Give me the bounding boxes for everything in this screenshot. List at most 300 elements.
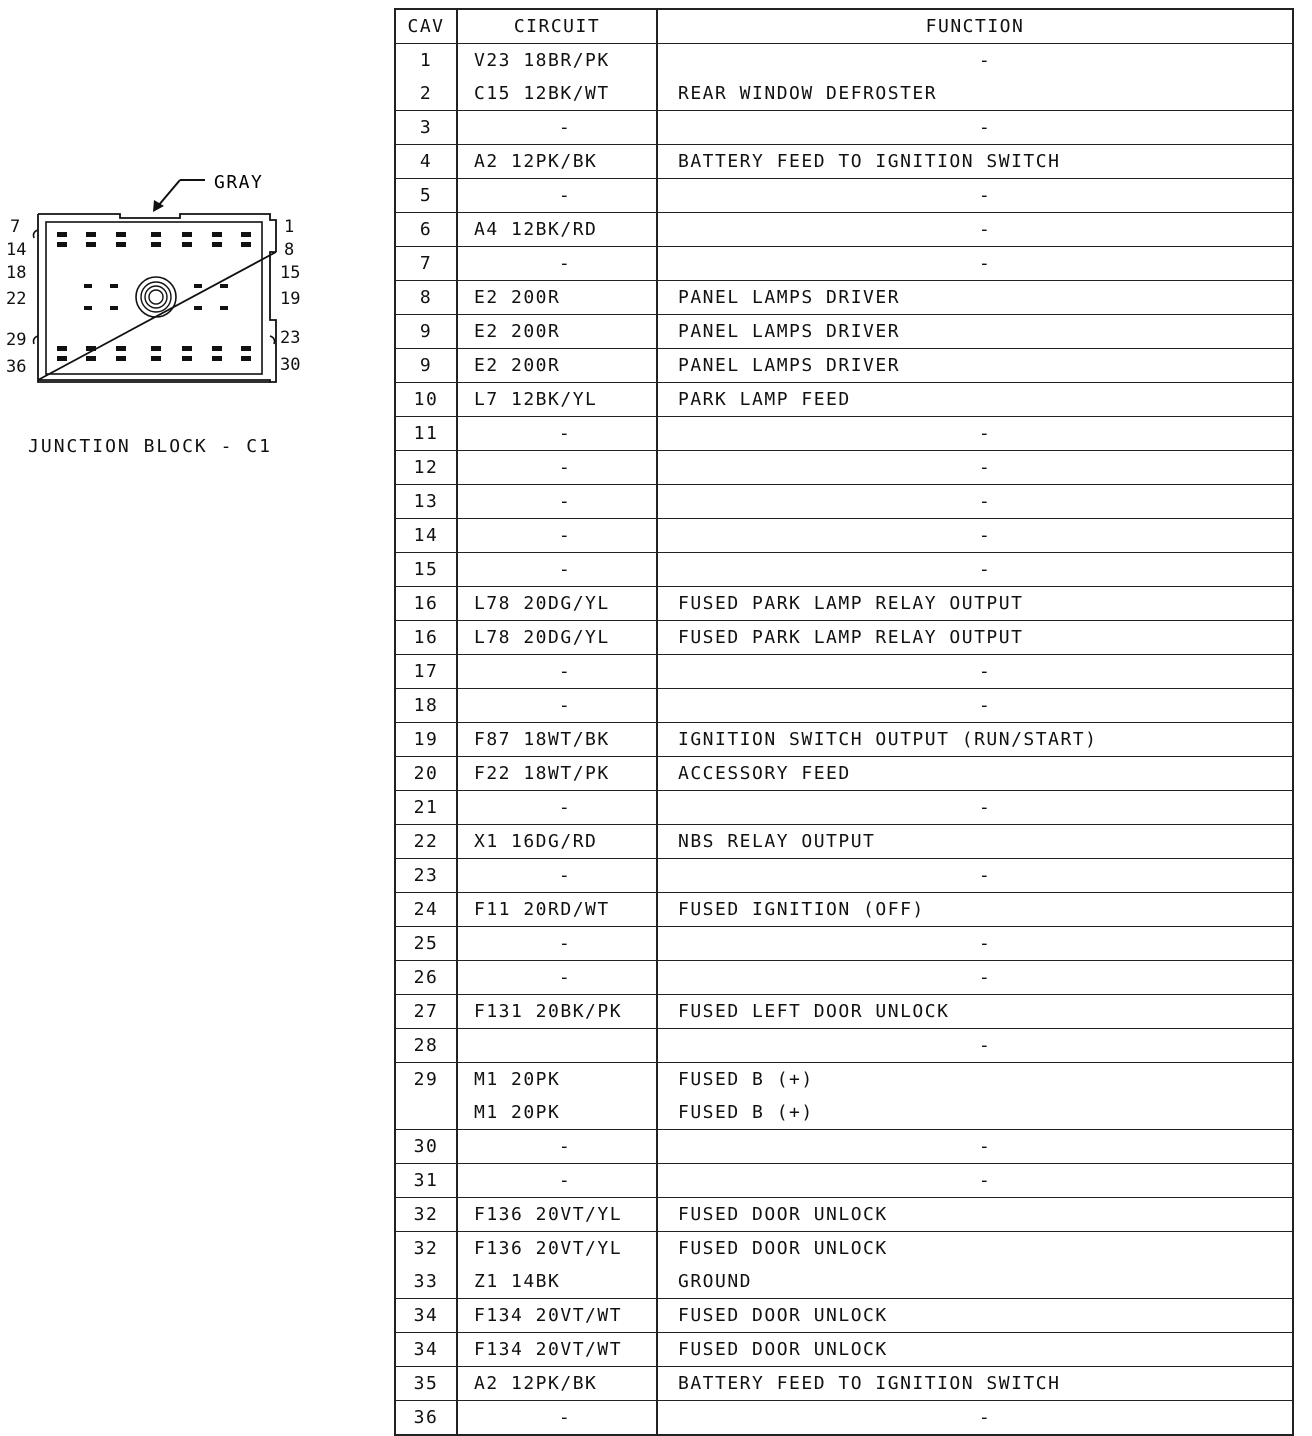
cell-function [657, 655, 1293, 689]
cell-function-text: - [978, 1170, 992, 1191]
cell-cav [395, 1265, 457, 1299]
cell-circuit-text: - [558, 559, 572, 580]
connector-color-label: GRAY [214, 172, 264, 193]
cell-function-text: PANEL LAMPS DRIVER [678, 355, 901, 376]
cell-circuit-text: F136 20VT/YL [474, 1204, 623, 1225]
cell-function-text: - [978, 219, 992, 240]
pin-label-23: 23 [280, 328, 301, 348]
table-body [395, 44, 1293, 1436]
cell-circuit-text: F11 20RD/WT [474, 899, 610, 920]
cell-function-text: FUSED PARK LAMP RELAY OUTPUT [678, 627, 1024, 648]
cell-circuit [457, 315, 657, 349]
table-row [395, 587, 1293, 621]
cell-cav [395, 44, 457, 78]
cell-cav-text: 5 [419, 185, 433, 206]
cell-function [657, 349, 1293, 383]
cell-cav [395, 519, 457, 553]
cell-circuit-text: - [558, 865, 572, 886]
cell-function-text: - [978, 967, 992, 988]
cell-function [657, 281, 1293, 315]
cell-function [657, 417, 1293, 451]
cell-circuit-text: F87 18WT/BK [474, 729, 610, 750]
cell-cav-text: 7 [419, 253, 433, 274]
cell-cav [395, 1130, 457, 1164]
table-row [395, 621, 1293, 655]
cell-circuit [457, 791, 657, 825]
cell-cav [395, 213, 457, 247]
cell-function-text: - [978, 50, 992, 71]
cell-cav [395, 485, 457, 519]
cell-cav-text: 4 [419, 151, 433, 172]
cell-circuit-text: E2 200R [474, 287, 561, 308]
cell-function-text: - [978, 865, 992, 886]
cell-function [657, 1130, 1293, 1164]
cell-circuit [457, 723, 657, 757]
cell-cav [395, 1096, 457, 1130]
cell-circuit [457, 587, 657, 621]
cell-function-text: - [978, 1407, 992, 1428]
cell-circuit [457, 655, 657, 689]
cell-function [657, 213, 1293, 247]
cell-cav [395, 315, 457, 349]
cell-cav [395, 1401, 457, 1436]
cell-function [657, 621, 1293, 655]
pin-label-18: 18 [6, 263, 27, 283]
cell-function [657, 44, 1293, 78]
cell-cav [395, 451, 457, 485]
cell-circuit [457, 1265, 657, 1299]
cell-cav [395, 1232, 457, 1266]
table-row [395, 961, 1293, 995]
cell-function-text: FUSED PARK LAMP RELAY OUTPUT [678, 593, 1024, 614]
cell-circuit-text: - [558, 423, 572, 444]
cell-cav-text: 16 [413, 593, 439, 614]
cell-function-text: NBS RELAY OUTPUT [678, 831, 876, 852]
cell-circuit-text: Z1 14BK [474, 1271, 561, 1292]
cell-circuit [457, 44, 657, 78]
cell-cav-text: 28 [413, 1035, 439, 1056]
cell-function [657, 1198, 1293, 1232]
table-row [395, 383, 1293, 417]
pin-label-36: 36 [6, 357, 27, 377]
cell-cav-text: 9 [419, 355, 433, 376]
cell-circuit-text: - [558, 525, 572, 546]
cell-circuit [457, 485, 657, 519]
cell-cav [395, 1333, 457, 1367]
cell-circuit-text: E2 200R [474, 321, 561, 342]
cell-function-text: FUSED B (+) [678, 1069, 814, 1090]
cell-function [657, 1265, 1293, 1299]
table-row [395, 417, 1293, 451]
cell-function-text: - [978, 525, 992, 546]
cell-function [657, 1029, 1293, 1063]
cell-circuit-text: F131 20BK/PK [474, 1001, 623, 1022]
pin-label-8: 8 [284, 240, 295, 260]
table-row [395, 77, 1293, 111]
connector-caption: JUNCTION BLOCK - C1 [28, 436, 272, 457]
cell-cav [395, 111, 457, 145]
cell-function [657, 179, 1293, 213]
cell-function [657, 111, 1293, 145]
cell-function [657, 451, 1293, 485]
cell-cav [395, 961, 457, 995]
cell-function-text: FUSED LEFT DOOR UNLOCK [678, 1001, 950, 1022]
table-row [395, 655, 1293, 689]
cell-cav-text: 2 [419, 83, 433, 104]
cell-function [657, 1096, 1293, 1130]
cell-cav-text: 16 [413, 627, 439, 648]
cell-cav-text: 26 [413, 967, 439, 988]
cell-cav-text: 19 [413, 729, 439, 750]
cell-circuit-text: L7 12BK/YL [474, 389, 598, 410]
cell-cav [395, 723, 457, 757]
cell-cav-text: 10 [413, 389, 439, 410]
cell-function [657, 927, 1293, 961]
cell-function [657, 689, 1293, 723]
table-row [395, 111, 1293, 145]
cell-cav [395, 791, 457, 825]
table-row [395, 179, 1293, 213]
cell-function-text: REAR WINDOW DEFROSTER [678, 83, 938, 104]
cell-function-text: FUSED DOOR UNLOCK [678, 1238, 888, 1259]
cell-cav-text: 33 [413, 1271, 439, 1292]
cell-function-text: PANEL LAMPS DRIVER [678, 321, 901, 342]
cell-circuit [457, 825, 657, 859]
table-row [395, 1198, 1293, 1232]
table-row [395, 1063, 1293, 1097]
cell-function [657, 1367, 1293, 1401]
cell-circuit [457, 927, 657, 961]
cell-function-text: - [978, 1035, 992, 1056]
cell-function-text: - [978, 559, 992, 580]
cell-cav [395, 995, 457, 1029]
table-row [395, 281, 1293, 315]
cell-cav [395, 621, 457, 655]
cell-cav [395, 383, 457, 417]
cell-cav-text: 21 [413, 797, 439, 818]
cell-cav [395, 417, 457, 451]
pin-number-labels [6, 217, 300, 377]
cell-cav [395, 893, 457, 927]
cell-cav [395, 1164, 457, 1198]
cell-circuit [457, 213, 657, 247]
cell-cav [395, 825, 457, 859]
cell-function [657, 247, 1293, 281]
connector-pinout-table [394, 8, 1294, 1436]
table-row [395, 451, 1293, 485]
table-row [395, 723, 1293, 757]
table-header-row [395, 9, 1293, 44]
table-row [395, 757, 1293, 791]
cell-circuit [457, 519, 657, 553]
cell-function [657, 723, 1293, 757]
table-row [395, 1096, 1293, 1130]
table-row [395, 247, 1293, 281]
cell-circuit-text: A4 12BK/RD [474, 219, 598, 240]
cell-function [657, 1063, 1293, 1097]
cell-function [657, 961, 1293, 995]
table-row [395, 44, 1293, 78]
cell-circuit-text: F134 20VT/WT [474, 1339, 623, 1360]
table-row [395, 893, 1293, 927]
table-row [395, 145, 1293, 179]
cell-circuit-text: - [558, 457, 572, 478]
cell-function [657, 1401, 1293, 1436]
center-bolt-icon [136, 277, 176, 317]
cell-function [657, 77, 1293, 111]
middle-pin-row [84, 284, 228, 310]
cell-function-text: FUSED IGNITION (OFF) [678, 899, 925, 920]
cell-circuit [457, 179, 657, 213]
cell-function-text: - [978, 457, 992, 478]
table-row [395, 315, 1293, 349]
cell-function-text: - [978, 185, 992, 206]
cell-circuit [457, 1130, 657, 1164]
cell-function [657, 315, 1293, 349]
table-row [395, 1367, 1293, 1401]
cell-cav-text: 14 [413, 525, 439, 546]
cell-cav-text: 3 [419, 117, 433, 138]
cell-cav [395, 1029, 457, 1063]
cell-function-text: IGNITION SWITCH OUTPUT (RUN/START) [678, 729, 1098, 750]
cell-circuit [457, 859, 657, 893]
cell-circuit [457, 757, 657, 791]
cell-circuit-text: - [558, 967, 572, 988]
cell-function-text: - [978, 661, 992, 682]
cell-cav [395, 655, 457, 689]
pin-label-7: 7 [10, 217, 21, 237]
cell-circuit-text: M1 20PK [474, 1102, 561, 1123]
cell-circuit [457, 1232, 657, 1266]
cell-circuit [457, 111, 657, 145]
cell-function-text: - [978, 695, 992, 716]
cell-circuit-text: - [558, 1136, 572, 1157]
cell-function-text: PARK LAMP FEED [678, 389, 851, 410]
cell-circuit-text: L78 20DG/YL [474, 593, 610, 614]
cell-cav-text: 11 [413, 423, 439, 444]
cell-circuit-text: L78 20DG/YL [474, 627, 610, 648]
table-row [395, 1130, 1293, 1164]
cell-cav-text: 17 [413, 661, 439, 682]
table-row [395, 349, 1293, 383]
header-function: FUNCTION [657, 9, 1293, 44]
cell-cav-text: 18 [413, 695, 439, 716]
cell-function [657, 1299, 1293, 1333]
cell-function [657, 825, 1293, 859]
cell-circuit-text: E2 200R [474, 355, 561, 376]
cell-circuit-text: - [558, 933, 572, 954]
pin-label-22: 22 [6, 289, 27, 309]
cell-circuit-text: - [558, 253, 572, 274]
table-row [395, 213, 1293, 247]
cell-function-text: - [978, 491, 992, 512]
cell-circuit [457, 281, 657, 315]
cell-circuit-text: - [558, 1170, 572, 1191]
cell-cav [395, 1063, 457, 1097]
cell-function-text: FUSED DOOR UNLOCK [678, 1305, 888, 1326]
connector-face-drawing [0, 160, 380, 400]
table-row [395, 689, 1293, 723]
top-pin-row [57, 232, 251, 247]
cell-cav-text: 8 [419, 287, 433, 308]
cell-cav [395, 145, 457, 179]
cell-cav [395, 77, 457, 111]
cell-cav-text: 27 [413, 1001, 439, 1022]
cell-circuit [457, 553, 657, 587]
cell-cav-text: 32 [413, 1238, 439, 1259]
table-row [395, 825, 1293, 859]
cell-cav [395, 757, 457, 791]
cell-circuit [457, 417, 657, 451]
cell-circuit [457, 77, 657, 111]
cell-cav [395, 281, 457, 315]
cell-cav-text: 22 [413, 831, 439, 852]
cell-circuit-text: A2 12PK/BK [474, 1373, 598, 1394]
cell-circuit-text: - [558, 661, 572, 682]
table-row [395, 859, 1293, 893]
cell-circuit-text: X1 16DG/RD [474, 831, 598, 852]
cell-cav [395, 689, 457, 723]
cell-function [657, 145, 1293, 179]
cell-function-text: FUSED B (+) [678, 1102, 814, 1123]
table-row [395, 1232, 1293, 1266]
cell-cav-text: 9 [419, 321, 433, 342]
pin-label-15: 15 [280, 263, 301, 283]
cell-cav [395, 1198, 457, 1232]
cell-cav [395, 179, 457, 213]
pin-label-14: 14 [6, 240, 27, 260]
cell-cav [395, 587, 457, 621]
cell-function [657, 1164, 1293, 1198]
cell-circuit [457, 893, 657, 927]
cell-function-text: PANEL LAMPS DRIVER [678, 287, 901, 308]
cell-circuit [457, 451, 657, 485]
cell-function-text: - [978, 423, 992, 444]
cell-function [657, 859, 1293, 893]
table-row [395, 1029, 1293, 1063]
cell-circuit-text: - [558, 117, 572, 138]
cell-circuit-text: A2 12PK/BK [474, 151, 598, 172]
cell-function [657, 791, 1293, 825]
cell-function-text: ACCESSORY FEED [678, 763, 851, 784]
pin-label-30: 30 [280, 355, 301, 375]
cell-function [657, 995, 1293, 1029]
cell-cav-text: 36 [413, 1407, 439, 1428]
cell-circuit [457, 961, 657, 995]
cell-cav-text: 1 [419, 50, 433, 71]
table-row [395, 1164, 1293, 1198]
cell-cav-text: 30 [413, 1136, 439, 1157]
cell-cav-text: 15 [413, 559, 439, 580]
cell-cav-text: 34 [413, 1339, 439, 1360]
cell-cav-text: 23 [413, 865, 439, 886]
cell-cav-text: 24 [413, 899, 439, 920]
cell-circuit [457, 689, 657, 723]
cell-circuit [457, 1401, 657, 1436]
pin-label-29: 29 [6, 330, 27, 350]
cell-circuit [457, 383, 657, 417]
cell-circuit [457, 1029, 657, 1063]
cell-circuit-text: - [558, 695, 572, 716]
cell-cav [395, 553, 457, 587]
cell-cav-text: 20 [413, 763, 439, 784]
table-row [395, 927, 1293, 961]
header-cav: CAV [395, 9, 457, 44]
cell-circuit-text: - [558, 185, 572, 206]
cell-cav-text: 34 [413, 1305, 439, 1326]
cell-cav-text: 31 [413, 1170, 439, 1191]
cell-circuit-text: F22 18WT/PK [474, 763, 610, 784]
gray-arrow-shaft [158, 180, 180, 206]
cell-function-text: - [978, 253, 992, 274]
cell-function-text: - [978, 1136, 992, 1157]
cell-circuit [457, 145, 657, 179]
cell-circuit-text: - [558, 1407, 572, 1428]
cell-circuit [457, 1367, 657, 1401]
cell-circuit-text: - [558, 491, 572, 512]
cell-circuit [457, 349, 657, 383]
cell-circuit [457, 1096, 657, 1130]
cell-function-text: - [978, 797, 992, 818]
cell-cav-text: 35 [413, 1373, 439, 1394]
table-row [395, 485, 1293, 519]
cell-cav [395, 1367, 457, 1401]
pin-label-1: 1 [284, 217, 295, 237]
cell-function-text: BATTERY FEED TO IGNITION SWITCH [678, 151, 1061, 172]
cell-cav-text: 32 [413, 1204, 439, 1225]
cell-circuit [457, 1299, 657, 1333]
cell-circuit [457, 621, 657, 655]
cell-cav [395, 927, 457, 961]
connector-diagram [0, 0, 380, 500]
cell-circuit-text: F134 20VT/WT [474, 1305, 623, 1326]
cell-circuit-text: - [558, 797, 572, 818]
cell-circuit [457, 1063, 657, 1097]
table-row [395, 1401, 1293, 1436]
cell-circuit-text: F136 20VT/YL [474, 1238, 623, 1259]
cell-circuit [457, 1198, 657, 1232]
cell-function-text: FUSED DOOR UNLOCK [678, 1339, 888, 1360]
table-row [395, 1299, 1293, 1333]
cell-circuit-text: C15 12BK/WT [474, 83, 610, 104]
table-row [395, 553, 1293, 587]
cell-circuit-text: M1 20PK [474, 1069, 561, 1090]
cell-function [657, 485, 1293, 519]
cell-cav [395, 247, 457, 281]
cell-function [657, 519, 1293, 553]
pin-label-19: 19 [280, 289, 301, 309]
cell-function [657, 1333, 1293, 1367]
table-row [395, 995, 1293, 1029]
cell-cav-text: 13 [413, 491, 439, 512]
cell-circuit [457, 995, 657, 1029]
cell-function [657, 383, 1293, 417]
cell-function-text: BATTERY FEED TO IGNITION SWITCH [678, 1373, 1061, 1394]
cell-function-text: - [978, 933, 992, 954]
cell-function-text: FUSED DOOR UNLOCK [678, 1204, 888, 1225]
cell-circuit [457, 1333, 657, 1367]
table-row [395, 519, 1293, 553]
cell-circuit-text: V23 18BR/PK [474, 50, 610, 71]
table-row [395, 791, 1293, 825]
cell-cav [395, 349, 457, 383]
cell-circuit [457, 1164, 657, 1198]
cell-cav-text: 25 [413, 933, 439, 954]
cell-cav [395, 1299, 457, 1333]
cell-function-text: GROUND [678, 1271, 753, 1292]
cell-function-text: - [978, 117, 992, 138]
cell-cav-text: 12 [413, 457, 439, 478]
